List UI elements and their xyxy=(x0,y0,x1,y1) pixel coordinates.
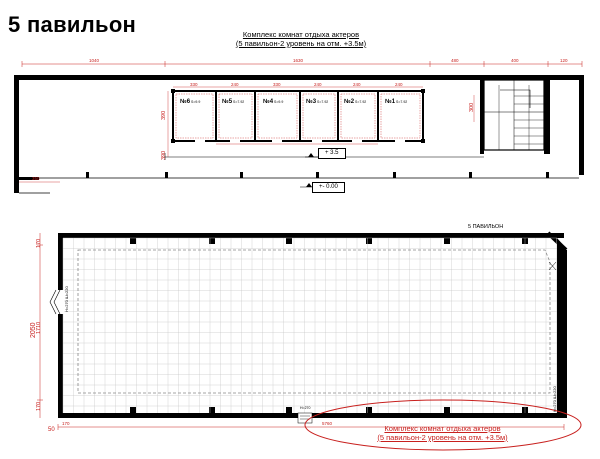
right-wall xyxy=(579,75,584,175)
door-left-label: Н=270 Ш=220 xyxy=(64,286,69,312)
room-dim-6: 240 xyxy=(395,82,403,87)
room-dim-1: 330 xyxy=(190,82,198,87)
room-1-label: №1S=7.92 xyxy=(385,99,408,105)
stair-dim: 300 xyxy=(469,102,475,112)
pavilion-label: 5 ПАВИЛЬОН xyxy=(468,224,504,230)
dim-bottom-170: 170 xyxy=(62,421,70,426)
room-dim-5: 240 xyxy=(353,82,361,87)
dim-left-top: 170 xyxy=(36,238,42,248)
bottom-caption-line2: (5 павильон-2 уровень на отм. +3.5м) xyxy=(377,433,508,442)
room-6-label: №6S=9.9 xyxy=(180,99,201,105)
left-wall xyxy=(14,75,19,193)
top-caption-line1: Комплекс комнат отдыха актеров xyxy=(242,30,360,39)
dim-left-mid: 1710 xyxy=(36,321,42,334)
room-dim-3: 330 xyxy=(273,82,281,87)
dim-top-4: 400 xyxy=(511,58,519,63)
room-4-label: №4S=9.9 xyxy=(263,99,284,105)
dim-top-3: 480 xyxy=(451,58,459,63)
dim-left-height: 2050 xyxy=(30,322,37,338)
bottom-plan-caption xyxy=(340,424,545,442)
level-upper-label: + 3.5 xyxy=(318,148,346,159)
dim-bottom-left: 50 xyxy=(48,427,55,433)
dim-bottom-main: 5760 xyxy=(322,421,333,426)
room-dim-left-1: 390 xyxy=(161,110,167,120)
room-2-label: №2S=7.92 xyxy=(344,99,367,105)
dim-left-bottom-170: 170 xyxy=(36,401,42,411)
floor-grid xyxy=(63,238,557,413)
room-3-label: №3S=7.92 xyxy=(306,99,329,105)
room-dim-2: 240 xyxy=(231,82,239,87)
top-caption-line2: (5 павильон-2 уровень на отм. +3.5м) xyxy=(235,39,367,48)
stair xyxy=(474,80,550,154)
door-right-label: Н=270 Ш=220 xyxy=(552,386,557,412)
room-dim-left-2: 390 xyxy=(161,150,167,160)
top-wall xyxy=(14,75,584,80)
bottom-caption-line1: Комплекс комнат отдыха актеров xyxy=(384,424,501,433)
dim-left-bottom: 350 xyxy=(32,176,40,181)
dim-top-1: 1040 xyxy=(89,58,100,63)
top-plan xyxy=(14,61,584,193)
bottom-plan xyxy=(37,233,581,450)
rooms-block xyxy=(171,89,425,143)
page-title: 5 павильон xyxy=(8,12,137,37)
door-bottom-label: Н=270 xyxy=(300,406,311,410)
room-dim-4: 240 xyxy=(314,82,322,87)
level-lower-label: +- 0.00 xyxy=(312,182,345,193)
dim-top-2: 1630 xyxy=(293,58,304,63)
dim-top-5: 120 xyxy=(560,58,568,63)
room-5-label: №5S=7.92 xyxy=(222,99,245,105)
